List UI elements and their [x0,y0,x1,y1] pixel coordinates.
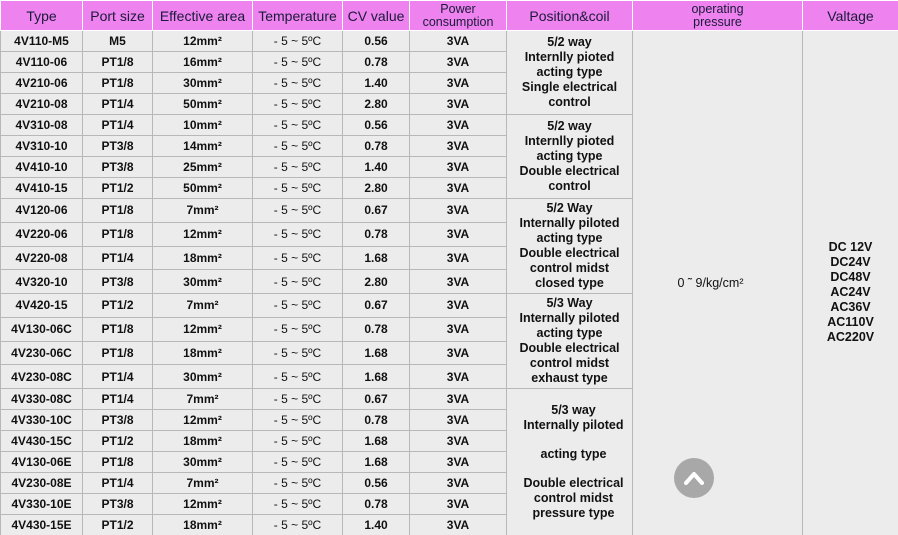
cell-temperature: - 5 ~ 5ºC [253,199,343,223]
position-coil-line: control [548,179,591,193]
position-coil-line: closed type [535,276,604,290]
position-coil-line: 5/2 way [547,119,592,133]
cell-effective-area: 25mm² [153,157,253,178]
cell-port-size: PT3/8 [83,410,153,431]
cell-type: 4V120-06 [1,199,83,223]
cell-power: 3VA [410,52,507,73]
cell-cv-value: 1.68 [343,246,410,270]
cell-cv-value: 0.78 [343,222,410,246]
cell-effective-area: 12mm² [153,222,253,246]
position-coil-line: Internally piloted [519,311,620,325]
header-pressure-line1: operating [691,1,744,16]
cell-type: 4V430-15E [1,515,83,535]
cell-port-size: PT1/4 [83,365,153,389]
cell-temperature: - 5 ~ 5ºC [253,31,343,52]
position-coil-line: Single electrical [521,80,618,94]
position-coil-line [515,462,632,476]
cell-cv-value: 0.78 [343,136,410,157]
cell-cv-value: 1.40 [343,73,410,94]
cell-type: 4V130-06C [1,317,83,341]
cell-temperature: - 5 ~ 5ºC [253,73,343,94]
cell-effective-area: 12mm² [153,410,253,431]
cell-cv-value: 2.80 [343,94,410,115]
cell-type: 4V230-08C [1,365,83,389]
position-coil-line: 5/2 way [547,35,592,49]
cell-effective-area: 30mm² [153,365,253,389]
cell-port-size: PT1/4 [83,389,153,410]
position-coil-line: Internlly pioted [524,134,615,148]
cell-power: 3VA [410,270,507,294]
position-coil-line: Double electrical [523,476,624,490]
cell-cv-value: 0.56 [343,31,410,52]
cell-power: 3VA [410,178,507,199]
cell-cv-value: 0.78 [343,494,410,515]
cell-power: 3VA [410,431,507,452]
cell-cv-value: 1.40 [343,157,410,178]
table-row [1,31,898,52]
position-coil-line: Double electrical [519,341,620,355]
cell-port-size: PT3/8 [83,136,153,157]
voltage-item: DC24V [830,254,871,269]
voltage-item: AC110V [827,314,874,329]
voltage-item: DC48V [830,269,871,284]
cell-type: 4V210-08 [1,94,83,115]
cell-effective-area: 18mm² [153,431,253,452]
position-coil-line: 5/3 Way [546,296,593,310]
position-coil-group [507,199,633,294]
cell-port-size: PT1/4 [83,246,153,270]
cell-temperature: - 5 ~ 5ºC [253,246,343,270]
cell-power: 3VA [410,222,507,246]
cell-temperature: - 5 ~ 5ºC [253,52,343,73]
cell-type: 4V330-08C [1,389,83,410]
cell-power: 3VA [410,115,507,136]
header-temperature: Temperature [253,1,343,31]
cell-cv-value: 0.67 [343,199,410,223]
cell-port-size: PT1/4 [83,473,153,494]
cell-port-size: PT1/8 [83,52,153,73]
cell-type: 4V110-06 [1,52,83,73]
cell-effective-area: 18mm² [153,341,253,365]
position-coil-group [507,31,633,115]
cell-port-size: PT1/8 [83,199,153,223]
cell-cv-value: 2.80 [343,178,410,199]
cell-type: 4V330-10C [1,410,83,431]
cell-type: 4V220-06 [1,222,83,246]
chevron-up-icon [684,471,704,485]
cell-type: 4V310-08 [1,115,83,136]
cell-effective-area: 18mm² [153,515,253,535]
cell-power: 3VA [410,317,507,341]
cell-port-size: PT1/8 [83,341,153,365]
header-position-coil: Position&coil [507,1,633,31]
cell-effective-area: 14mm² [153,136,253,157]
cell-effective-area: 12mm² [153,31,253,52]
cell-power: 3VA [410,389,507,410]
cell-power: 3VA [410,73,507,94]
cell-power: 3VA [410,199,507,223]
position-coil-line: Internally piloted [523,418,624,432]
cell-type: 4V220-08 [1,246,83,270]
position-coil-line [515,433,632,447]
cell-power: 3VA [410,410,507,431]
cell-type: 4V410-10 [1,157,83,178]
cell-port-size: M5 [83,31,153,52]
cell-temperature: - 5 ~ 5ºC [253,317,343,341]
cell-cv-value: 0.56 [343,115,410,136]
position-coil-group [507,294,633,389]
position-coil-line: Internally piloted [519,216,620,230]
cell-port-size: PT1/2 [83,431,153,452]
header-power-line1: Power [440,1,476,16]
header-row [1,1,898,31]
cell-power: 3VA [410,94,507,115]
cell-effective-area: 10mm² [153,115,253,136]
cell-effective-area: 7mm² [153,473,253,494]
cell-port-size: PT1/2 [83,178,153,199]
cell-type: 4V310-10 [1,136,83,157]
cell-effective-area: 16mm² [153,52,253,73]
position-coil-line: control midst [529,356,610,370]
cell-cv-value: 0.67 [343,389,410,410]
cell-cv-value: 1.68 [343,452,410,473]
cell-effective-area: 30mm² [153,452,253,473]
position-coil-line: Double electrical [519,164,620,178]
cell-power: 3VA [410,31,507,52]
header-pressure-line2: pressure [693,14,742,29]
cell-cv-value: 1.68 [343,365,410,389]
cell-temperature: - 5 ~ 5ºC [253,473,343,494]
cell-temperature: - 5 ~ 5ºC [253,178,343,199]
cell-temperature: - 5 ~ 5ºC [253,94,343,115]
position-coil-group [507,389,633,535]
cell-power: 3VA [410,136,507,157]
position-coil-line: control midst [529,261,610,275]
cell-power: 3VA [410,246,507,270]
cell-port-size: PT1/8 [83,317,153,341]
scroll-to-top-button[interactable] [674,458,714,498]
cell-port-size: PT1/2 [83,515,153,535]
cell-type: 4V230-08E [1,473,83,494]
cell-power: 3VA [410,365,507,389]
cell-effective-area: 50mm² [153,94,253,115]
cell-effective-area: 30mm² [153,73,253,94]
cell-type: 4V110-M5 [1,31,83,52]
cell-effective-area: 12mm² [153,317,253,341]
cell-type: 4V330-10E [1,494,83,515]
cell-temperature: - 5 ~ 5ºC [253,494,343,515]
position-coil-line: acting type [536,326,603,340]
cell-port-size: PT1/8 [83,73,153,94]
cell-effective-area: 50mm² [153,178,253,199]
header-type: Type [1,1,83,31]
cell-cv-value: 0.78 [343,52,410,73]
position-coil-line: exhaust type [531,371,608,385]
cell-effective-area: 7mm² [153,294,253,318]
voltage-item: AC36V [830,299,871,314]
cell-port-size: PT3/8 [83,270,153,294]
position-coil-line: acting type [536,149,603,163]
cell-cv-value: 1.68 [343,341,410,365]
cell-port-size: PT1/4 [83,115,153,136]
cell-temperature: - 5 ~ 5ºC [253,136,343,157]
cell-port-size: PT1/8 [83,452,153,473]
cell-effective-area: 7mm² [153,199,253,223]
cell-temperature: - 5 ~ 5ºC [253,452,343,473]
cell-effective-area: 7mm² [153,389,253,410]
cell-temperature: - 5 ~ 5ºC [253,270,343,294]
cell-port-size: PT1/4 [83,94,153,115]
cell-cv-value: 0.78 [343,317,410,341]
cell-cv-value: 0.78 [343,410,410,431]
cell-port-size: PT1/8 [83,222,153,246]
header-power-line2: consumption [422,14,494,29]
position-coil-line: acting type [536,231,603,245]
voltage-item: AC220V [826,329,875,344]
cell-temperature: - 5 ~ 5ºC [253,157,343,178]
position-coil-group [507,115,633,199]
table-body [1,31,898,535]
header-cv-value: CV value [343,1,410,31]
cell-effective-area: 30mm² [153,270,253,294]
voltage-item: AC24V [830,284,871,299]
header-effective-area: Effective area [153,1,253,31]
cell-temperature: - 5 ~ 5ºC [253,115,343,136]
cell-type: 4V320-10 [1,270,83,294]
position-coil-line: control [548,95,591,109]
cell-port-size: PT3/8 [83,494,153,515]
header-port-size: Port size [83,1,153,31]
cell-temperature: - 5 ~ 5ºC [253,431,343,452]
cell-power: 3VA [410,294,507,318]
cell-cv-value: 2.80 [343,270,410,294]
header-operating-pressure [633,1,803,31]
cell-power: 3VA [410,515,507,535]
position-coil-line: acting type [536,65,603,79]
cell-temperature: - 5 ~ 5ºC [253,222,343,246]
cell-effective-area: 12mm² [153,494,253,515]
cell-temperature: - 5 ~ 5ºC [253,410,343,431]
cell-type: 4V430-15C [1,431,83,452]
cell-cv-value: 1.40 [343,515,410,535]
header-power-consumption [410,1,507,31]
cell-temperature: - 5 ~ 5ºC [253,389,343,410]
cell-port-size: PT3/8 [83,157,153,178]
cell-power: 3VA [410,473,507,494]
cell-temperature: - 5 ~ 5ºC [253,515,343,535]
cell-power: 3VA [410,157,507,178]
cell-temperature: - 5 ~ 5ºC [253,341,343,365]
cell-type: 4V230-06C [1,341,83,365]
cell-port-size: PT1/2 [83,294,153,318]
cell-type: 4V410-15 [1,178,83,199]
position-coil-line: pressure type [532,506,615,520]
position-coil-line: 5/3 way [551,403,596,417]
voltage-list [803,31,898,535]
cell-type: 4V130-06E [1,452,83,473]
position-coil-line: 5/2 Way [546,201,593,215]
cell-type: 4V210-06 [1,73,83,94]
position-coil-line: Double electrical [519,246,620,260]
operating-pressure-value: 0 ˜ 9/kg/cm² [633,31,803,535]
cell-temperature: - 5 ~ 5ºC [253,294,343,318]
header-voltage: Valtage [803,1,898,31]
position-coil-line: control midst [533,491,614,505]
position-coil-line: acting type [540,447,607,461]
cell-cv-value: 0.56 [343,473,410,494]
voltage-item: DC 12V [828,239,873,254]
position-coil-line: Internlly pioted [524,50,615,64]
cell-temperature: - 5 ~ 5ºC [253,365,343,389]
cell-cv-value: 1.68 [343,431,410,452]
cell-cv-value: 0.67 [343,294,410,318]
cell-power: 3VA [410,341,507,365]
cell-type: 4V420-15 [1,294,83,318]
cell-power: 3VA [410,494,507,515]
cell-power: 3VA [410,452,507,473]
cell-effective-area: 18mm² [153,246,253,270]
